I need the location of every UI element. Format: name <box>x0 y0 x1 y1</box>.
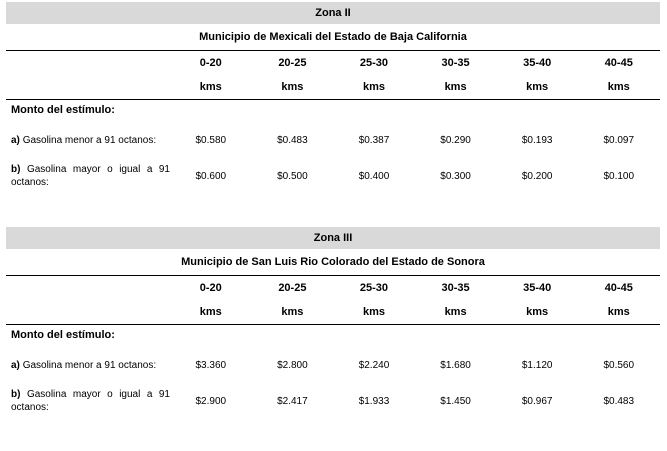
zone-table <box>6 2 660 194</box>
value-cell: $1.680 <box>440 359 471 371</box>
municipality-title: Municipio de Mexicali del Estado de Baja California <box>6 24 660 51</box>
value-cell: $0.580 <box>195 134 227 146</box>
range-header: 30-35 <box>441 282 470 294</box>
value-cell: $0.400 <box>358 170 390 182</box>
zone-title: Zona III <box>6 227 660 249</box>
table-row <box>6 347 660 383</box>
range-header-row <box>6 51 660 75</box>
unit-header-row <box>6 300 660 325</box>
range-header-row <box>6 276 660 300</box>
value-cell: $2.800 <box>277 359 308 371</box>
unit-header: kms <box>526 81 549 93</box>
table-row <box>6 158 660 194</box>
range-header: 40-45 <box>604 282 633 294</box>
value-cell: $0.200 <box>521 170 553 182</box>
value-cell: $0.500 <box>277 170 308 182</box>
range-header: 40-45 <box>604 57 633 69</box>
section-title: Monto del estímulo: <box>11 104 115 116</box>
value-cell: $0.097 <box>603 134 635 146</box>
value-cell: $1.450 <box>440 395 471 407</box>
value-cell: $1.933 <box>358 395 390 407</box>
value-cell: $2.900 <box>195 395 227 407</box>
table-row <box>6 122 660 158</box>
table-row <box>6 383 660 419</box>
unit-header: kms <box>444 81 467 93</box>
value-cell: $0.300 <box>440 170 471 182</box>
value-cell: $0.483 <box>603 395 635 407</box>
zone-title: Zona II <box>6 2 660 24</box>
range-header: 0-20 <box>199 282 222 294</box>
municipality-title: Municipio de San Luis Rio Colorado del Estado de Sonora <box>6 249 660 276</box>
row-label: a) Gasolina menor a 91 octanos: <box>11 134 157 146</box>
value-cell: $0.100 <box>603 170 635 182</box>
value-cell: $0.193 <box>521 134 553 146</box>
value-cell: $0.560 <box>603 359 635 371</box>
unit-header-row <box>6 75 660 100</box>
range-header: 20-25 <box>278 57 307 69</box>
value-cell: $2.417 <box>277 395 308 407</box>
unit-header: kms <box>199 81 222 93</box>
value-cell: $0.483 <box>277 134 308 146</box>
range-header: 20-25 <box>278 282 307 294</box>
unit-header: kms <box>281 81 304 93</box>
value-cell: $0.600 <box>195 170 227 182</box>
value-cell: $3.360 <box>195 359 227 371</box>
unit-header: kms <box>444 306 467 318</box>
range-header: 25-30 <box>359 282 389 294</box>
range-header: 35-40 <box>523 57 552 69</box>
row-label: b) Gasolina mayor o igual a 91 octanos: <box>11 389 170 413</box>
row-label: a) Gasolina menor a 91 octanos: <box>11 359 157 371</box>
row-label: b) Gasolina mayor o igual a 91 octanos: <box>11 164 170 188</box>
range-header: 0-20 <box>199 57 222 69</box>
value-cell: $1.120 <box>521 359 553 371</box>
unit-header: kms <box>607 81 630 93</box>
range-header: 30-35 <box>441 57 470 69</box>
range-header: 25-30 <box>359 57 389 69</box>
zone-table <box>6 227 660 419</box>
value-cell: $2.240 <box>358 359 390 371</box>
value-cell: $0.387 <box>358 134 390 146</box>
section-title: Monto del estímulo: <box>11 329 115 341</box>
unit-header: kms <box>362 306 385 318</box>
value-cell: $0.967 <box>521 395 553 407</box>
unit-header: kms <box>362 81 385 93</box>
range-header: 35-40 <box>523 282 552 294</box>
unit-header: kms <box>607 306 630 318</box>
unit-header: kms <box>199 306 222 318</box>
value-cell: $0.290 <box>440 134 471 146</box>
unit-header: kms <box>526 306 549 318</box>
unit-header: kms <box>281 306 304 318</box>
